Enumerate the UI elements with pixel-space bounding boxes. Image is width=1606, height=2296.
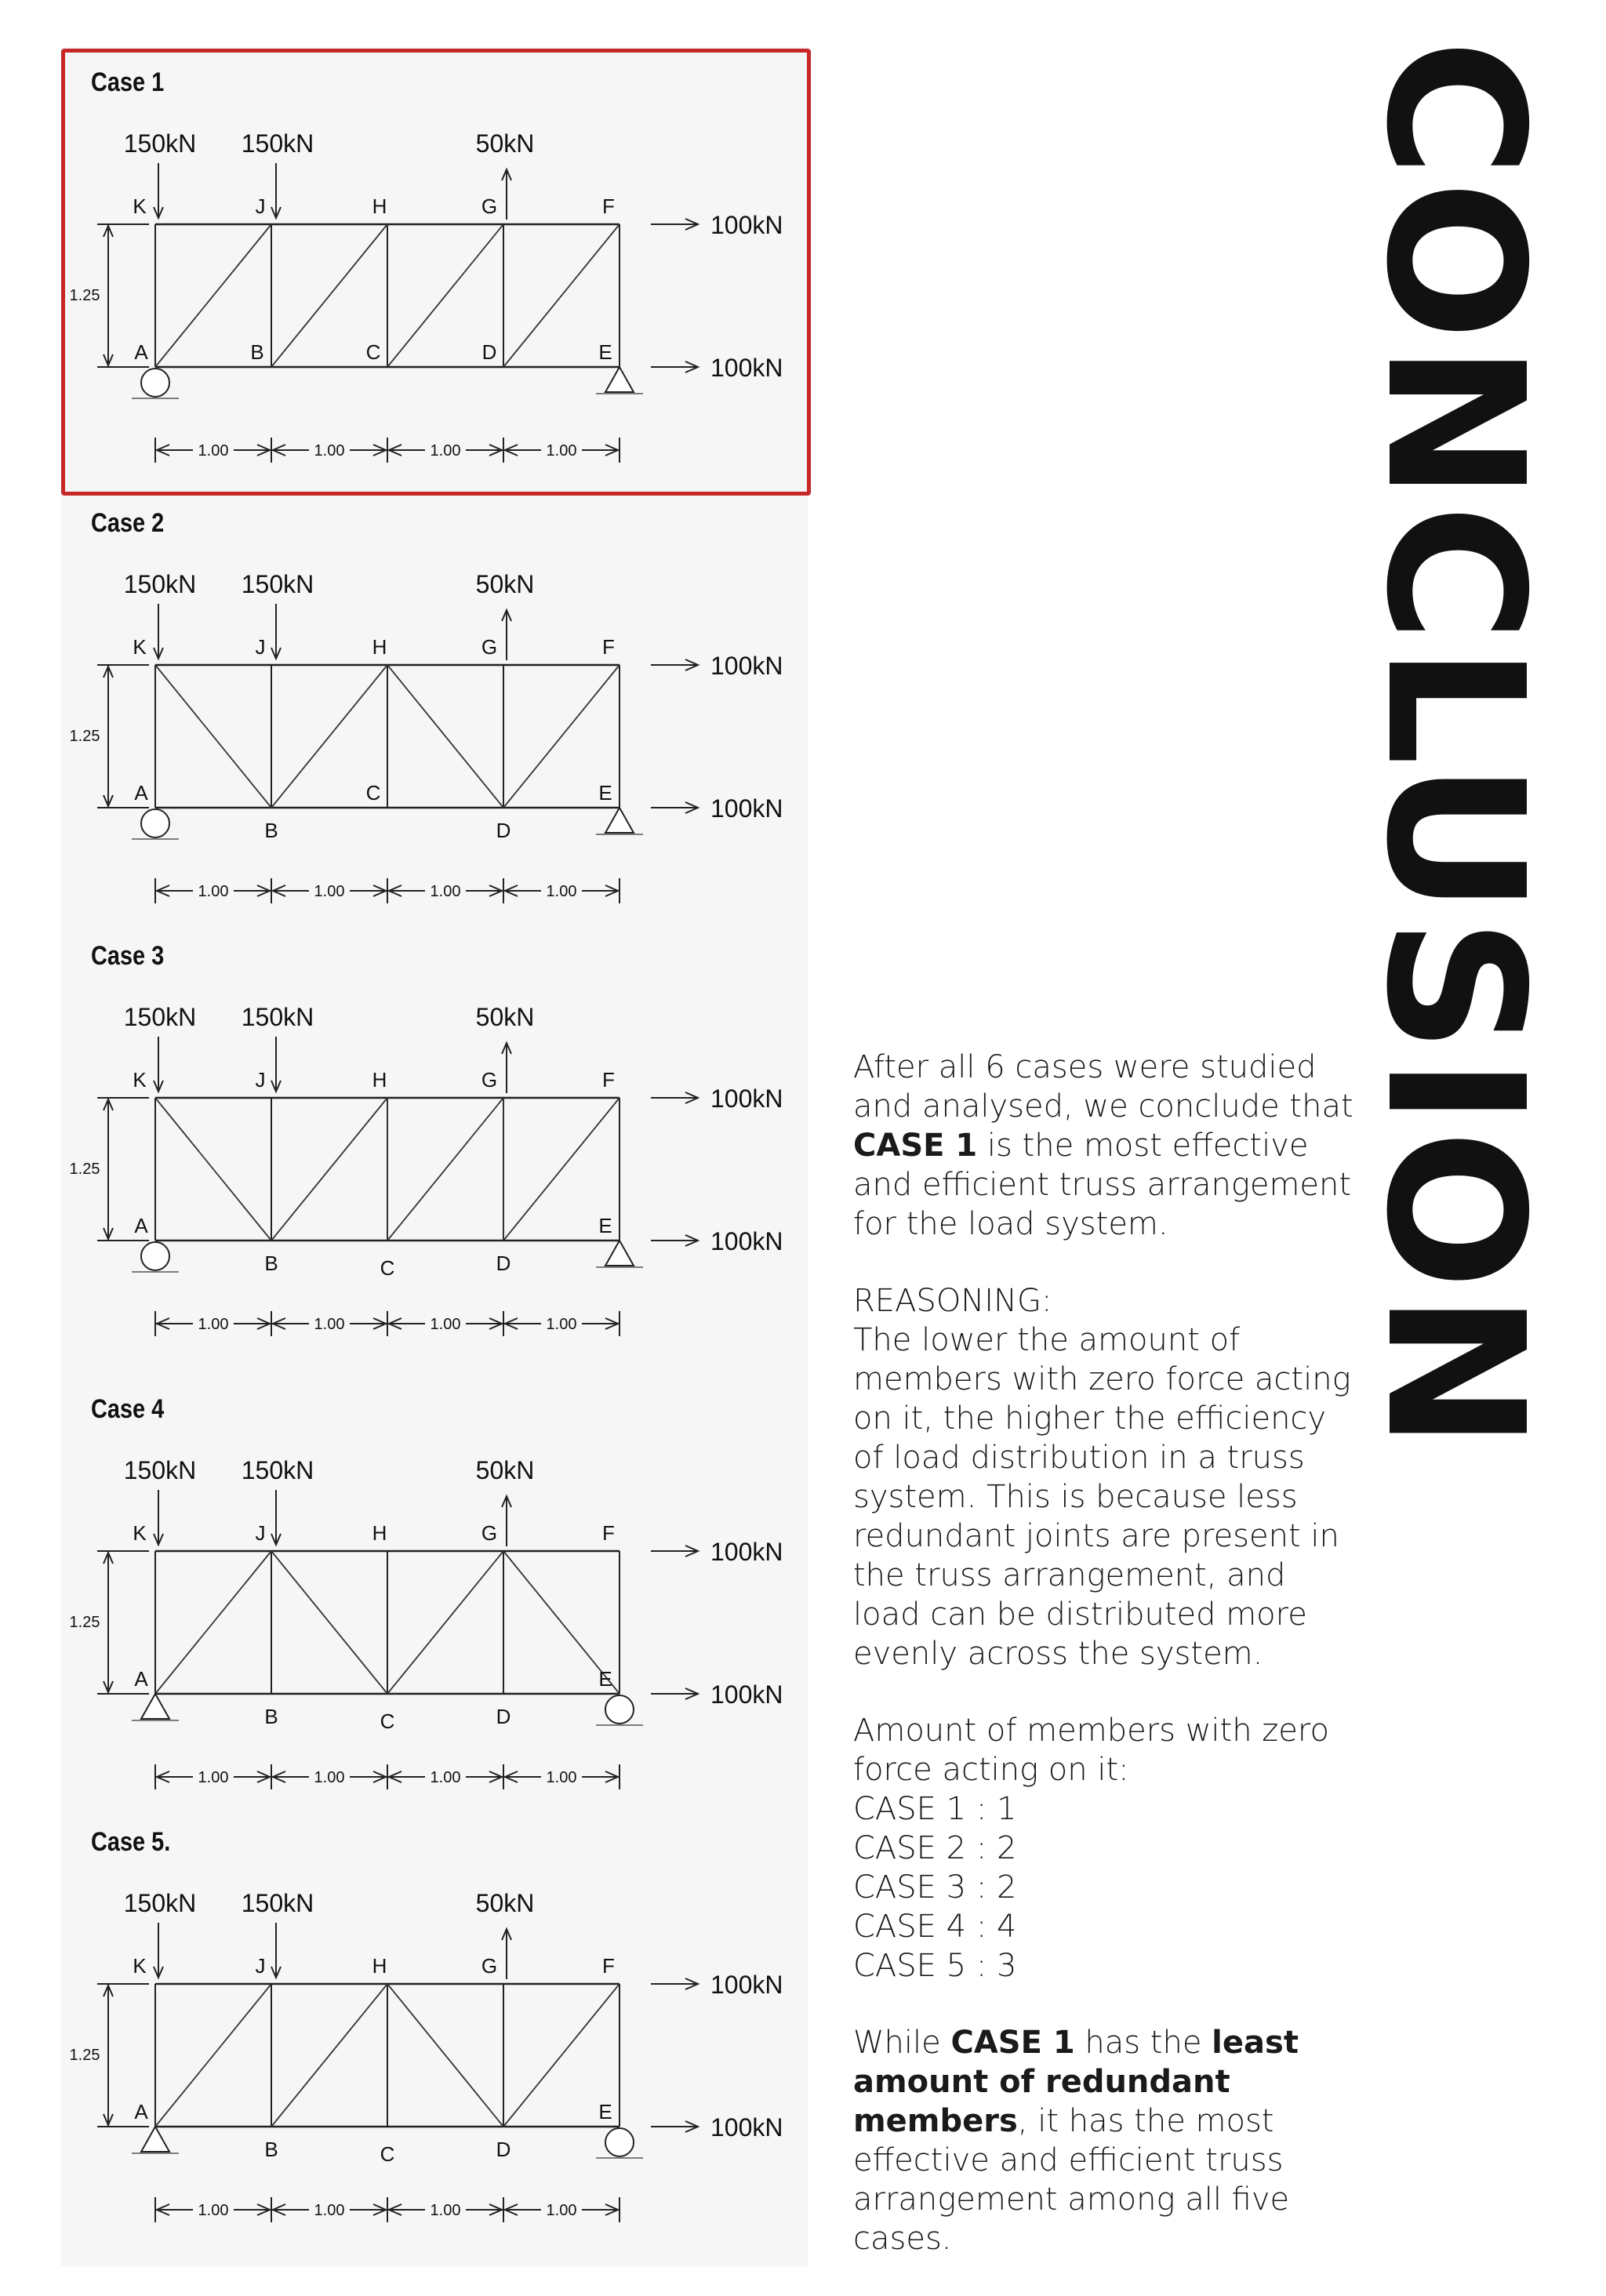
node-label-h: H (372, 1068, 387, 1092)
height-dimension-label: 1.25 (69, 1614, 100, 1631)
height-dimension-label: 1.25 (69, 1161, 100, 1178)
final-case-highlight: CASE 1 (950, 2025, 1075, 2061)
node-label-b: B (264, 819, 278, 842)
node-label-k: K (133, 1521, 147, 1545)
node-label-f: F (602, 1521, 615, 1545)
node-label-h: H (372, 1954, 387, 1978)
diagonal-member (387, 1098, 503, 1241)
node-label-e: E (598, 781, 612, 805)
node-label-g: G (481, 635, 498, 659)
node-label-h: H (372, 194, 387, 218)
node-label-g: G (481, 1521, 498, 1545)
load-label-f: 100kN (710, 211, 783, 239)
node-label-f: F (602, 194, 615, 218)
load-label-g: 50kN (475, 1003, 535, 1031)
span-dimension-label: 1.00 (546, 883, 577, 900)
span-dimension-label: 1.00 (546, 1316, 577, 1333)
count-case-4: CASE 4 : 4 (853, 1909, 1017, 1945)
count-case-1: CASE 1 : 1 (853, 1791, 1017, 1827)
node-label-c: C (365, 781, 381, 805)
load-label-k: 150kN (123, 570, 197, 598)
count-case-2: CASE 2 : 2 (853, 1830, 1017, 1866)
node-label-f: F (602, 1068, 615, 1092)
span-dimension-label: 1.00 (430, 2202, 461, 2219)
node-label-h: H (372, 635, 387, 659)
span-dimension-label: 1.00 (314, 1769, 345, 1786)
span-dimension-label: 1.00 (430, 1769, 461, 1786)
intro-case-highlight: CASE 1 (853, 1128, 978, 1164)
node-label-b: B (264, 1705, 278, 1728)
final-while: While (853, 2025, 941, 2061)
intro-text-before: After all 6 cases were studied and analysed, we conclude that (853, 1049, 1353, 1124)
final-has: has the (1085, 2025, 1202, 2061)
diagonal-member (155, 665, 271, 808)
span-dimension-label: 1.00 (198, 1769, 229, 1786)
node-label-d: D (496, 2138, 511, 2161)
counts-heading: Amount of members with zero force acting on it: (853, 1713, 1329, 1788)
span-dimension-label: 1.00 (198, 442, 229, 460)
node-label-e: E (598, 1214, 612, 1237)
height-dimension-label: 1.25 (69, 728, 100, 745)
truss-diagram (71, 941, 800, 1364)
diagonal-member (155, 1551, 271, 1694)
case-1-highlight-frame (61, 49, 811, 496)
pin-support-icon (605, 808, 634, 833)
node-label-k: K (133, 635, 147, 659)
node-label-c: C (380, 1256, 395, 1280)
load-label-k: 150kN (123, 1889, 197, 1917)
truss-diagram (71, 1394, 800, 1818)
load-label-g: 50kN (475, 129, 535, 158)
truss-case-2 (71, 508, 800, 932)
node-label-j: J (255, 194, 266, 218)
node-label-a: A (134, 2100, 148, 2123)
diagonal-member (387, 1984, 503, 2127)
node-label-c: C (380, 2142, 395, 2166)
span-dimension-label: 1.00 (546, 442, 577, 460)
load-label-f: 100kN (710, 1538, 783, 1566)
reasoning-heading: REASONING: (853, 1283, 1052, 1319)
node-label-e: E (598, 2100, 612, 2123)
span-dimension-label: 1.00 (314, 883, 345, 900)
load-label-j: 150kN (241, 1003, 314, 1031)
span-dimension-label: 1.00 (198, 883, 229, 900)
diagonal-member (155, 1984, 271, 2127)
load-label-f: 100kN (710, 1971, 783, 1999)
load-label-k: 150kN (123, 129, 197, 158)
load-label-e: 100kN (710, 794, 783, 823)
diagonal-member (271, 1098, 387, 1241)
case-label: Case 4 (91, 1394, 165, 1424)
load-label-j: 150kN (241, 129, 314, 158)
roller-support-icon (141, 809, 169, 837)
node-label-c: C (380, 1709, 395, 1733)
truss-diagram (71, 1827, 800, 2251)
page-title-text: CONCLUSION (1345, 39, 1564, 1454)
diagonal-member (271, 1984, 387, 2127)
load-label-k: 150kN (123, 1003, 197, 1031)
node-label-c: C (365, 340, 381, 364)
node-label-j: J (255, 1521, 266, 1545)
node-label-g: G (481, 194, 498, 218)
node-label-a: A (134, 340, 148, 364)
load-label-g: 50kN (475, 1456, 535, 1484)
case-label: Case 2 (91, 508, 165, 538)
load-label-e: 100kN (710, 354, 783, 382)
span-dimension-label: 1.00 (198, 2202, 229, 2219)
load-label-g: 50kN (475, 1889, 535, 1917)
node-label-h: H (372, 1521, 387, 1545)
node-label-b: B (250, 340, 264, 364)
load-label-j: 150kN (241, 570, 314, 598)
final-rest: , it has the most effective and efficient truss arrangement among all five cases. (853, 2103, 1290, 2257)
span-dimension-label: 1.00 (198, 1316, 229, 1333)
case-label: Case 5. (91, 1827, 171, 1857)
roller-support-icon (605, 1695, 634, 1724)
pin-support-icon (141, 1694, 169, 1719)
span-dimension-label: 1.00 (430, 1316, 461, 1333)
truss-case-5 (71, 1827, 800, 2251)
span-dimension-label: 1.00 (430, 442, 461, 460)
load-label-e: 100kN (710, 1227, 783, 1255)
span-dimension-label: 1.00 (314, 2202, 345, 2219)
node-label-a: A (134, 1667, 148, 1691)
node-label-j: J (255, 635, 266, 659)
node-label-a: A (134, 781, 148, 805)
reasoning-section (853, 1281, 1355, 1673)
diagonal-member (271, 1551, 387, 1694)
zero-force-counts (853, 1711, 1355, 1985)
node-label-b: B (264, 1252, 278, 1275)
load-label-f: 100kN (710, 652, 783, 680)
load-label-k: 150kN (123, 1456, 197, 1484)
conclusion-intro (853, 1048, 1355, 1244)
roller-support-icon (605, 2128, 634, 2156)
pin-support-icon (141, 2127, 169, 2152)
final-bold-phrase: least amount of redundant members (853, 2025, 1299, 2139)
count-case-5: CASE 5 : 3 (853, 1948, 1017, 1984)
node-label-j: J (255, 1954, 266, 1978)
pin-support-icon (605, 1241, 634, 1266)
height-dimension-label: 1.25 (69, 287, 100, 304)
node-label-f: F (602, 1954, 615, 1978)
intro-text-after: is the most effective and efficient truss arrangement for the load system. (853, 1128, 1352, 1242)
span-dimension-label: 1.00 (546, 2202, 577, 2219)
load-label-e: 100kN (710, 2113, 783, 2142)
page-title (1345, 39, 1568, 1454)
node-label-k: K (133, 194, 147, 218)
node-label-j: J (255, 1068, 266, 1092)
node-label-k: K (133, 1068, 147, 1092)
span-dimension-label: 1.00 (314, 1316, 345, 1333)
reasoning-body: The lower the amount of members with zero force acting on it, the higher the efficiency of load distribution in a truss system. This is because less redundant joints are present in the truss arrangement, and load can be distributed more evenly across the system. (853, 1322, 1351, 1672)
node-label-d: D (496, 819, 511, 842)
node-label-d: D (496, 1705, 511, 1728)
diagonal-member (387, 1551, 503, 1694)
truss-case-4 (71, 1394, 800, 1818)
count-case-3: CASE 3 : 2 (853, 1869, 1017, 1905)
node-label-e: E (598, 1667, 612, 1691)
node-label-g: G (481, 1954, 498, 1978)
roller-support-icon (141, 1242, 169, 1270)
load-label-f: 100kN (710, 1084, 783, 1113)
case-label: Case 3 (91, 941, 165, 971)
node-label-d: D (481, 340, 497, 364)
node-label-a: A (134, 1214, 148, 1237)
height-dimension-label: 1.25 (69, 2047, 100, 2064)
load-label-j: 150kN (241, 1889, 314, 1917)
span-dimension-label: 1.00 (546, 1769, 577, 1786)
truss-case-3 (71, 941, 800, 1364)
node-label-e: E (598, 340, 612, 364)
node-label-k: K (133, 1954, 147, 1978)
span-dimension-label: 1.00 (430, 883, 461, 900)
node-label-b: B (264, 2138, 278, 2161)
case-label: Case 1 (91, 67, 165, 97)
node-label-d: D (496, 1252, 511, 1275)
node-label-g: G (481, 1068, 498, 1092)
load-label-e: 100kN (710, 1680, 783, 1709)
load-label-j: 150kN (241, 1456, 314, 1484)
diagonal-member (155, 1098, 271, 1241)
span-dimension-label: 1.00 (314, 442, 345, 460)
final-statement (853, 2023, 1355, 2258)
conclusion-text (853, 1048, 1355, 2296)
node-label-f: F (602, 635, 615, 659)
load-label-g: 50kN (475, 570, 535, 598)
truss-diagram (71, 508, 800, 932)
diagonal-member (387, 665, 503, 808)
